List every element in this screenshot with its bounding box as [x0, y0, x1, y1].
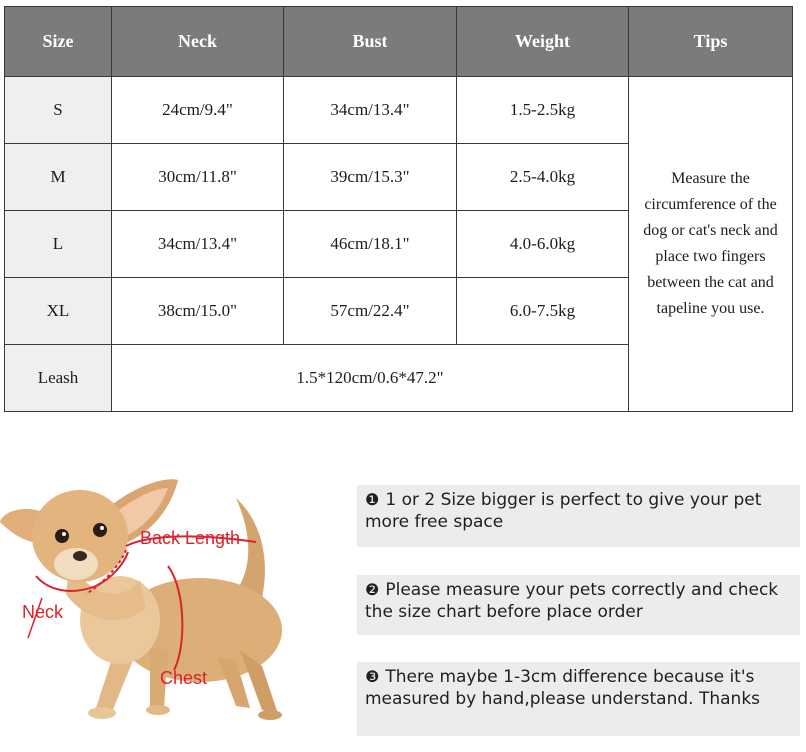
weight-cell: 6.0-7.5kg	[457, 278, 629, 345]
back-length-label: Back Length	[140, 528, 241, 548]
size-cell: L	[5, 211, 112, 278]
number-two-icon: ❷	[365, 580, 380, 599]
header-neck: Neck	[112, 7, 284, 77]
size-cell: XL	[5, 278, 112, 345]
table-row	[5, 77, 793, 144]
weight-cell: 2.5-4.0kg	[457, 144, 629, 211]
header-bust: Bust	[284, 7, 457, 77]
bust-cell: 39cm/15.3"	[284, 144, 457, 211]
size-cell: S	[5, 77, 112, 144]
neck-cell: 24cm/9.4"	[112, 77, 284, 144]
weight-cell: 1.5-2.5kg	[457, 77, 629, 144]
size-cell: M	[5, 144, 112, 211]
note-difference	[357, 662, 800, 736]
size-chart-table	[4, 6, 793, 412]
neck-label: Neck	[22, 602, 64, 622]
header-weight: Weight	[457, 7, 629, 77]
header-size: Size	[5, 7, 112, 77]
leash-value: 1.5*120cm/0.6*47.2"	[112, 345, 629, 412]
bust-cell: 46cm/18.1"	[284, 211, 457, 278]
note-size-bigger	[357, 485, 800, 547]
header-tips: Tips	[629, 7, 793, 77]
weight-cell: 4.0-6.0kg	[457, 211, 629, 278]
tips-cell: Measure the circumference of the dog or cat's neck and place two fingers between the cat and tapeline you use.	[629, 77, 793, 412]
bust-cell: 34cm/13.4"	[284, 77, 457, 144]
note-text: 1 or 2 Size bigger is perfect to give your pet more free space	[365, 490, 762, 532]
neck-cell: 34cm/13.4"	[112, 211, 284, 278]
dog-measurement-diagram	[0, 470, 330, 752]
leash-label: Leash	[5, 345, 112, 412]
table-header-row	[5, 7, 793, 77]
note-text: Please measure your pets correctly and check the size chart before place order	[365, 580, 779, 622]
chest-label: Chest	[160, 668, 208, 688]
bust-cell: 57cm/22.4"	[284, 278, 457, 345]
number-one-icon: ❶	[365, 490, 380, 509]
neck-cell: 38cm/15.0"	[112, 278, 284, 345]
note-text: There maybe 1-3cm difference because it's measured by hand,please understand. Thanks	[365, 667, 761, 709]
neck-cell: 30cm/11.8"	[112, 144, 284, 211]
number-three-icon: ❸	[365, 667, 380, 686]
note-measure-correctly	[357, 575, 800, 635]
